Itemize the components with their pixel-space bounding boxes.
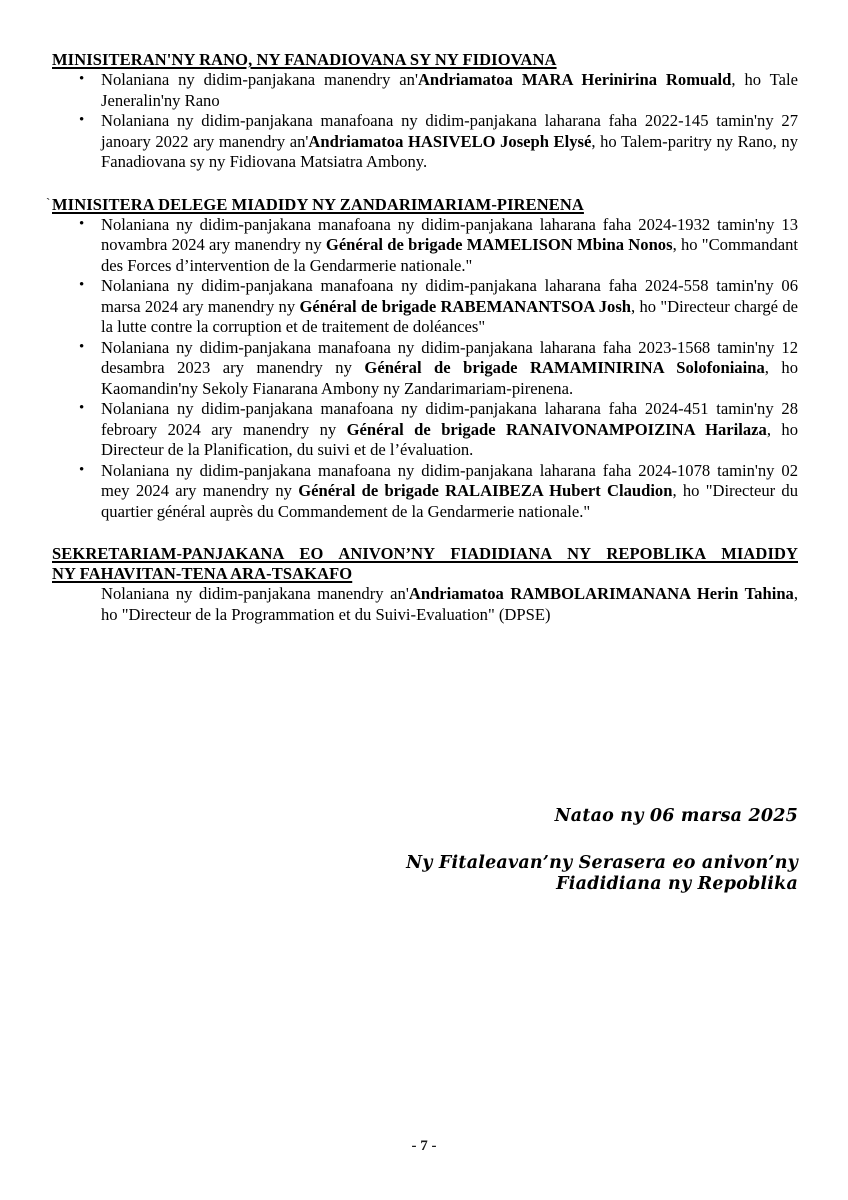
list-item [52, 276, 798, 338]
list-item [52, 399, 798, 461]
bullet-post-text: , ho Directeur de la Planification, du suivi et de l’évaluation. [101, 419, 799, 459]
bullet-pre-text: Nolaniana ny didim-panjakana manafoana ny didim-panjakana laharana faha 2024-1932 tamin'ny 13 novambra 2024 ary manendry ny [101, 214, 798, 254]
list-item [52, 461, 798, 523]
stray-tick-mark: ` [46, 195, 51, 210]
bullet-post-text: , ho "Directeur du quartier général auprès du Commandement de la Gendarmerie nationale." [101, 481, 799, 521]
paragraph-pre-text: Nolaniana ny didim-panjakana manendry an' [101, 584, 409, 603]
bullet-bold-name: Général de brigade RANAIVONAMPOIZINA Harilaza [346, 419, 767, 439]
bullet-bold-name: Général de brigade RABEMANANTSOA Josh [299, 296, 632, 316]
bullet-pre-text: Nolaniana ny didim-panjakana manafoana ny didim-panjakana laharana faha 2024-558 tamin'ny 06 marsa 2024 ary manendry ny [101, 276, 798, 316]
bullet-post-text: , ho Talem-paritry ny Rano, ny Fanadiovana sy ny Fidiovana Matsiatra Ambony. [101, 131, 798, 171]
section-rano [52, 50, 798, 173]
section-gap [52, 522, 798, 544]
bullet-pre-text: Nolaniana ny didim-panjakana manafoana ny didim-panjakana laharana faha 2022-145 tamin'ny 27 janoary 2022 ary manendry an' [101, 111, 798, 151]
signature-date: Natao ny 06 marsa 2025 [554, 806, 798, 826]
section-sekretariam [52, 544, 798, 625]
bullet-list-zandarimariam [52, 215, 798, 523]
bullet-pre-text: Nolaniana ny didim-panjakana manafoana ny didim-panjakana laharana faha 2024-1078 tamin'ny 02 mey 2024 ary manendry ny [101, 460, 798, 500]
signature-organization [52, 853, 798, 895]
bullet-bold-name: Andriamatoa MARA Herinirina Romuald [417, 70, 732, 89]
list-item [52, 70, 798, 111]
bullet-bold-name: Général de brigade MAMELISON Mbina Nonos [325, 235, 673, 254]
document-content [52, 50, 798, 625]
section-heading-sekretariam-line1: SEKRETARIAM-PANJAKANA EO ANIVON’NY FIADIDIANA NY REPOBLIKA MIADIDY [52, 544, 798, 563]
bullet-bold-name: Andriamatoa HASIVELO Joseph Elysé [308, 131, 592, 151]
bullet-post-text: , ho "Directeur chargé de la lutte contre la corruption et de traitement de doléances" [101, 296, 798, 336]
signature-org-line1: Ny Fitaleavan’ny Serasera eo anivon’ny [406, 853, 798, 873]
section-zandarimariam [52, 195, 798, 523]
list-item [52, 111, 798, 173]
bullet-post-text: , ho Tale Jeneralin'ny Rano [101, 70, 798, 110]
section-gap [52, 173, 798, 195]
bullet-bold-name: Général de brigade RALAIBEZA Hubert Claudion [298, 481, 673, 500]
bullet-bold-name: Général de brigade RAMAMINIRINA Solofoniaina [364, 358, 765, 377]
bullet-pre-text: Nolaniana ny didim-panjakana manafoana ny didim-panjakana laharana faha 2023-1568 tamin'ny 12 desambra 2023 ary manendry ny [101, 337, 798, 377]
section-heading-zandarimariam [52, 195, 798, 215]
section-heading-sekretariam-line2: NY FAHAVITAN-TENA ARA-TSAKAFO [52, 564, 353, 583]
signature-org-line2: Fiadidiana ny Repoblika [556, 874, 798, 894]
bullet-post-text: , ho "Commandant des Forces d’intervention de la Gendarmerie nationale." [101, 235, 798, 275]
page-number: - 7 - [411, 1138, 437, 1154]
bullet-pre-text: Nolaniana ny didim-panjakana manafoana ny didim-panjakana laharana faha 2024-451 tamin'ny 28 febroary 2024 ary manendry ny [101, 399, 798, 439]
section-heading-rano [52, 50, 798, 70]
section-heading-zandarimariam-text: MINISITERA DELEGE MIADIDY NY ZANDARIMARIAM-PIRENENA [52, 194, 584, 214]
bullet-pre-text: Nolaniana ny didim-panjakana manendry an' [101, 70, 418, 89]
paragraph-sekretariam [52, 584, 798, 625]
bullet-list-rano [52, 70, 798, 173]
paragraph-post-text: , ho "Directeur de la Programmation et du Suivi-Evaluation" (DPSE) [101, 584, 798, 624]
bullet-post-text: , ho Kaomandin'ny Sekoly Fianarana Ambony ny Zandarimariam-pirenena. [101, 358, 798, 398]
list-item [52, 215, 798, 277]
paragraph-bold-name: Andriamatoa RAMBOLARIMANANA Herin Tahina [408, 584, 794, 603]
signature-block [52, 806, 798, 895]
section-heading-sekretariam [52, 544, 798, 584]
signature-spacer [52, 827, 798, 853]
section-heading-rano-text: MINISITERAN'NY RANO, NY FANADIOVANA SY NY FIDIOVANA [52, 50, 557, 69]
list-item [52, 338, 798, 400]
